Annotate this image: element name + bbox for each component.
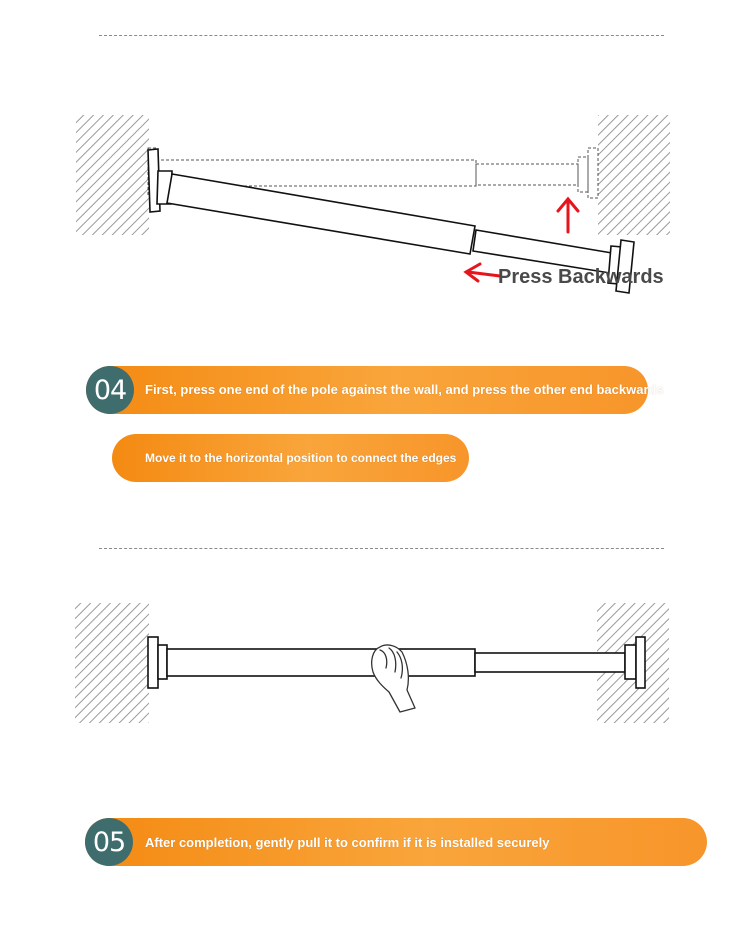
step4-subtext: Move it to the horizontal position to connect the edges: [145, 451, 457, 465]
middle-divider: [99, 548, 664, 549]
press-backwards-label: Press Backwards: [498, 266, 664, 288]
top-divider: [99, 35, 664, 36]
step4-badge: 04: [86, 366, 134, 414]
step4-text: First, press one end of the pole against the wall, and press the other end backwards: [145, 382, 664, 397]
right-wall: [598, 115, 670, 235]
step5-text: After completion, gently pull it to confirm if it is installed securely: [145, 835, 550, 850]
left-wall: [76, 115, 149, 235]
step5-badge: 05: [85, 818, 133, 866]
step5-illustration: [0, 600, 750, 725]
left-wall: [75, 603, 149, 723]
